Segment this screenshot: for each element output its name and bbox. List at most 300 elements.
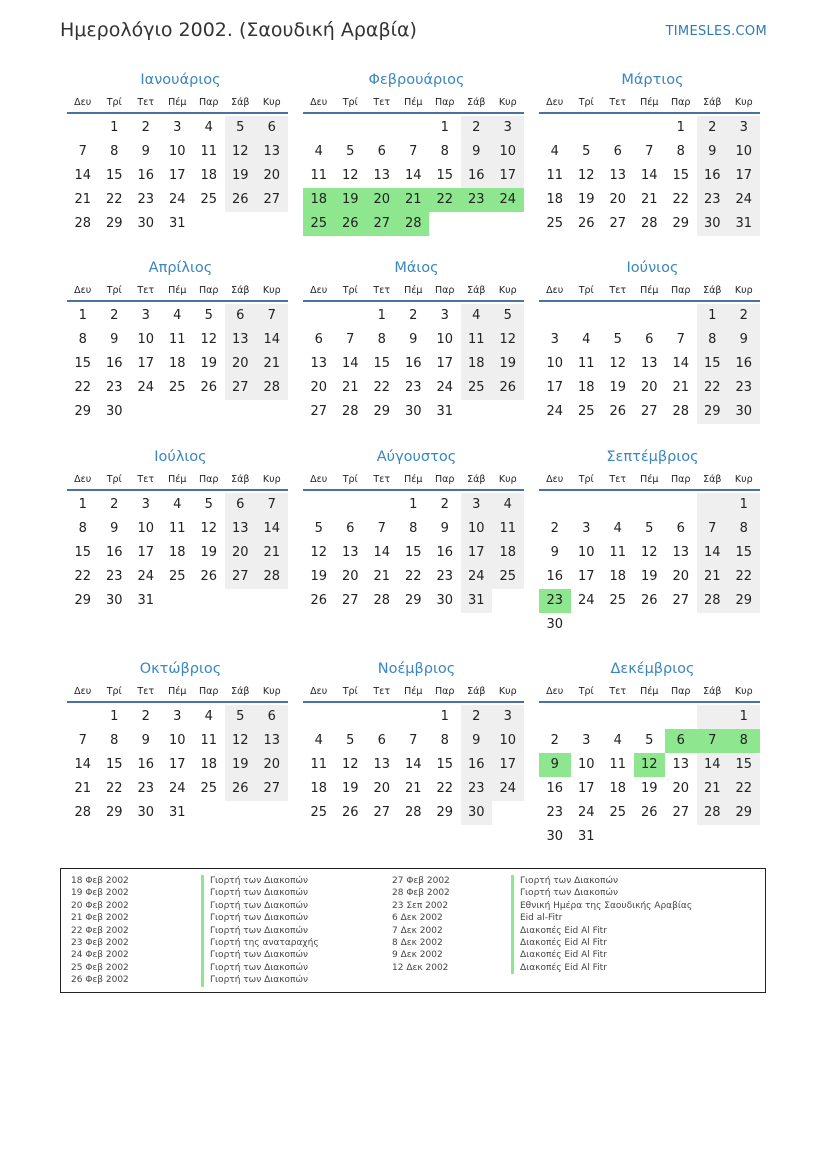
day-cell[interactable]: 24 — [461, 565, 493, 589]
day-cell[interactable]: 14 — [697, 753, 729, 777]
day-cell[interactable]: 27 — [341, 593, 359, 608]
day-cell[interactable]: 29 — [404, 593, 422, 608]
day-cell[interactable]: 5 — [645, 733, 654, 748]
day-cell[interactable]: 21 — [640, 192, 658, 207]
day-cell[interactable]: 1 — [110, 120, 119, 135]
day-cell[interactable]: 23 — [105, 569, 123, 584]
day-cell[interactable]: 27 — [256, 777, 288, 801]
day-cell[interactable]: 8 — [409, 521, 418, 536]
day-cell[interactable]: 29 — [74, 593, 92, 608]
day-cell[interactable]: 19 — [200, 545, 218, 560]
day-cell[interactable]: 11 — [200, 733, 218, 748]
day-cell[interactable]: 10 — [137, 332, 155, 347]
day-cell[interactable]: 20 — [341, 569, 359, 584]
day-cell[interactable]: 12 — [341, 757, 359, 772]
day-cell[interactable]: 2 — [409, 308, 418, 323]
day-cell[interactable]: 2 — [461, 116, 493, 140]
day-cell[interactable]: 21 — [74, 192, 92, 207]
day-cell[interactable]: 22 — [105, 781, 123, 796]
day-cell[interactable]: 16 — [404, 356, 422, 371]
day-cell[interactable]: 4 — [173, 497, 182, 512]
day-cell[interactable]: 18 — [168, 356, 186, 371]
day-cell[interactable]: 4 — [204, 120, 213, 135]
day-cell[interactable]: 30 — [697, 212, 729, 236]
day-cell[interactable]: 11 — [492, 517, 524, 541]
day-cell[interactable]: 10 — [461, 517, 493, 541]
day-cell[interactable]: 5 — [314, 521, 323, 536]
day-cell[interactable]: 16 — [105, 356, 123, 371]
day-cell[interactable]: 7 — [256, 304, 288, 328]
day-cell[interactable]: 4 — [613, 733, 622, 748]
day-cell[interactable]: 8 — [78, 521, 87, 536]
day-cell[interactable]: 22 — [404, 569, 422, 584]
day-cell[interactable]: 3 — [173, 709, 182, 724]
day-cell[interactable]: 7 — [697, 729, 729, 753]
day-cell[interactable]: 14 — [341, 356, 359, 371]
day-cell[interactable]: 19 — [609, 380, 627, 395]
day-cell[interactable]: 1 — [697, 304, 729, 328]
day-cell[interactable]: 12 — [341, 168, 359, 183]
day-cell[interactable]: 16 — [105, 545, 123, 560]
day-cell[interactable]: 10 — [577, 757, 595, 772]
day-cell[interactable]: 20 — [640, 380, 658, 395]
day-cell[interactable]: 11 — [168, 521, 186, 536]
day-cell[interactable]: 20 — [609, 192, 627, 207]
day-cell[interactable]: 26 — [492, 376, 524, 400]
day-cell[interactable]: 30 — [546, 829, 564, 844]
day-cell[interactable]: 7 — [676, 332, 685, 347]
day-cell[interactable]: 8 — [676, 144, 685, 159]
day-cell[interactable]: 9 — [461, 729, 493, 753]
day-cell[interactable]: 6 — [377, 144, 386, 159]
day-cell[interactable]: 8 — [377, 332, 386, 347]
day-cell[interactable]: 9 — [728, 328, 760, 352]
day-cell[interactable]: 29 — [105, 216, 123, 231]
day-cell[interactable]: 8 — [728, 729, 760, 753]
day-cell[interactable]: 25 — [577, 404, 595, 419]
day-cell[interactable]: 15 — [105, 757, 123, 772]
day-cell[interactable]: 2 — [550, 733, 559, 748]
day-cell[interactable]: 17 — [168, 757, 186, 772]
day-cell[interactable]: 23 — [436, 569, 454, 584]
day-cell[interactable]: 6 — [346, 521, 355, 536]
day-cell[interactable]: 22 — [74, 569, 92, 584]
day-cell[interactable]: 16 — [461, 753, 493, 777]
day-cell[interactable]: 4 — [204, 709, 213, 724]
day-cell[interactable]: 6 — [225, 304, 257, 328]
day-cell[interactable]: 14 — [74, 757, 92, 772]
day-cell[interactable]: 18 — [303, 188, 335, 212]
day-cell[interactable]: 20 — [256, 753, 288, 777]
day-cell[interactable]: 17 — [168, 168, 186, 183]
day-cell[interactable]: 17 — [137, 545, 155, 560]
day-cell[interactable]: 14 — [256, 517, 288, 541]
day-cell[interactable]: 6 — [613, 144, 622, 159]
day-cell[interactable]: 29 — [373, 404, 391, 419]
day-cell[interactable]: 27 — [672, 805, 690, 820]
day-cell[interactable]: 22 — [728, 565, 760, 589]
day-cell[interactable]: 3 — [582, 521, 591, 536]
day-cell[interactable]: 21 — [341, 380, 359, 395]
day-cell[interactable]: 5 — [346, 733, 355, 748]
day-cell[interactable]: 4 — [314, 733, 323, 748]
day-cell[interactable]: 11 — [546, 168, 564, 183]
day-cell[interactable]: 10 — [168, 144, 186, 159]
day-cell[interactable]: 23 — [546, 805, 564, 820]
day-cell[interactable]: 20 — [225, 352, 257, 376]
day-cell[interactable]: 23 — [404, 380, 422, 395]
day-cell[interactable]: 20 — [366, 188, 398, 212]
day-cell[interactable]: 21 — [256, 541, 288, 565]
day-cell[interactable]: 11 — [609, 757, 627, 772]
day-cell[interactable]: 10 — [492, 140, 524, 164]
day-cell[interactable]: 22 — [672, 192, 690, 207]
day-cell[interactable]: 14 — [373, 545, 391, 560]
day-cell[interactable]: 3 — [461, 493, 493, 517]
day-cell[interactable]: 2 — [110, 497, 119, 512]
day-cell[interactable]: 26 — [640, 805, 658, 820]
day-cell[interactable]: 25 — [200, 192, 218, 207]
day-cell[interactable]: 15 — [672, 168, 690, 183]
day-cell[interactable]: 24 — [546, 404, 564, 419]
day-cell[interactable]: 12 — [310, 545, 328, 560]
day-cell[interactable]: 13 — [640, 356, 658, 371]
day-cell[interactable]: 5 — [346, 144, 355, 159]
day-cell[interactable]: 29 — [105, 805, 123, 820]
day-cell[interactable]: 17 — [577, 781, 595, 796]
day-cell[interactable]: 13 — [672, 545, 690, 560]
day-cell[interactable]: 16 — [137, 168, 155, 183]
day-cell[interactable]: 28 — [672, 404, 690, 419]
day-cell[interactable]: 10 — [728, 140, 760, 164]
day-cell[interactable]: 28 — [256, 376, 288, 400]
day-cell[interactable]: 19 — [640, 781, 658, 796]
day-cell[interactable]: 3 — [550, 332, 559, 347]
day-cell[interactable]: 25 — [303, 212, 335, 236]
day-cell[interactable]: 21 — [697, 565, 729, 589]
day-cell[interactable]: 27 — [366, 212, 398, 236]
day-cell[interactable]: 22 — [436, 781, 454, 796]
day-cell[interactable]: 2 — [141, 120, 150, 135]
day-cell[interactable]: 1 — [78, 497, 87, 512]
day-cell[interactable]: 9 — [409, 332, 418, 347]
day-cell[interactable]: 29 — [728, 801, 760, 825]
day-cell[interactable]: 16 — [546, 569, 564, 584]
day-cell[interactable]: 29 — [728, 589, 760, 613]
day-cell[interactable]: 6 — [225, 493, 257, 517]
day-cell[interactable]: 17 — [492, 164, 524, 188]
day-cell[interactable]: 30 — [105, 593, 123, 608]
day-cell[interactable]: 3 — [440, 308, 449, 323]
day-cell[interactable]: 9 — [550, 545, 559, 560]
day-cell[interactable]: 4 — [492, 493, 524, 517]
day-cell[interactable]: 8 — [728, 517, 760, 541]
day-cell[interactable]: 18 — [609, 781, 627, 796]
day-cell[interactable]: 3 — [173, 120, 182, 135]
day-cell[interactable]: 28 — [398, 212, 430, 236]
day-cell[interactable]: 15 — [436, 168, 454, 183]
day-cell[interactable]: 5 — [204, 497, 213, 512]
day-cell[interactable]: 18 — [168, 545, 186, 560]
day-cell[interactable]: 16 — [728, 352, 760, 376]
day-cell[interactable]: 31 — [168, 216, 186, 231]
day-cell[interactable]: 9 — [539, 753, 571, 777]
day-cell[interactable]: 8 — [440, 144, 449, 159]
day-cell[interactable]: 28 — [697, 801, 729, 825]
day-cell[interactable]: 12 — [634, 753, 666, 777]
day-cell[interactable]: 15 — [728, 753, 760, 777]
day-cell[interactable]: 1 — [728, 493, 760, 517]
day-cell[interactable]: 14 — [640, 168, 658, 183]
day-cell[interactable]: 17 — [137, 356, 155, 371]
day-cell[interactable]: 27 — [609, 216, 627, 231]
day-cell[interactable]: 23 — [105, 380, 123, 395]
day-cell[interactable]: 15 — [436, 757, 454, 772]
day-cell[interactable]: 29 — [672, 216, 690, 231]
day-cell[interactable]: 30 — [137, 216, 155, 231]
day-cell[interactable]: 27 — [373, 805, 391, 820]
day-cell[interactable]: 4 — [613, 521, 622, 536]
day-cell[interactable]: 17 — [492, 753, 524, 777]
day-cell[interactable]: 25 — [609, 593, 627, 608]
day-cell[interactable]: 24 — [436, 380, 454, 395]
day-cell[interactable]: 28 — [74, 805, 92, 820]
day-cell[interactable]: 24 — [137, 380, 155, 395]
day-cell[interactable]: 23 — [697, 188, 729, 212]
day-cell[interactable]: 6 — [665, 729, 697, 753]
day-cell[interactable]: 16 — [546, 781, 564, 796]
day-cell[interactable]: 5 — [492, 304, 524, 328]
day-cell[interactable]: 16 — [461, 164, 493, 188]
day-cell[interactable]: 4 — [314, 144, 323, 159]
day-cell[interactable]: 16 — [137, 757, 155, 772]
day-cell[interactable]: 9 — [697, 140, 729, 164]
day-cell[interactable]: 27 — [640, 404, 658, 419]
day-cell[interactable]: 24 — [168, 192, 186, 207]
day-cell[interactable]: 11 — [310, 168, 328, 183]
day-cell[interactable]: 28 — [404, 805, 422, 820]
day-cell[interactable]: 13 — [310, 356, 328, 371]
day-cell[interactable]: 20 — [672, 569, 690, 584]
day-cell[interactable]: 25 — [168, 569, 186, 584]
day-cell[interactable]: 7 — [409, 733, 418, 748]
day-cell[interactable]: 11 — [577, 356, 595, 371]
day-cell[interactable]: 8 — [440, 733, 449, 748]
day-cell[interactable]: 20 — [225, 541, 257, 565]
day-cell[interactable]: 3 — [492, 116, 524, 140]
day-cell[interactable]: 24 — [492, 777, 524, 801]
day-cell[interactable]: 26 — [335, 212, 367, 236]
day-cell[interactable]: 7 — [377, 521, 386, 536]
day-cell[interactable]: 26 — [225, 188, 257, 212]
day-cell[interactable]: 13 — [341, 545, 359, 560]
day-cell[interactable]: 13 — [373, 757, 391, 772]
day-cell[interactable]: 16 — [436, 545, 454, 560]
day-cell[interactable]: 6 — [256, 705, 288, 729]
day-cell[interactable]: 19 — [577, 192, 595, 207]
day-cell[interactable]: 21 — [404, 781, 422, 796]
day-cell[interactable]: 21 — [398, 188, 430, 212]
day-cell[interactable]: 3 — [141, 308, 150, 323]
day-cell[interactable]: 3 — [728, 116, 760, 140]
day-cell[interactable]: 15 — [105, 168, 123, 183]
day-cell[interactable]: 19 — [310, 569, 328, 584]
day-cell[interactable]: 26 — [341, 805, 359, 820]
day-cell[interactable]: 22 — [373, 380, 391, 395]
day-cell[interactable]: 17 — [577, 569, 595, 584]
day-cell[interactable]: 23 — [461, 777, 493, 801]
day-cell[interactable]: 1 — [409, 497, 418, 512]
day-cell[interactable]: 23 — [461, 188, 493, 212]
day-cell[interactable]: 11 — [609, 545, 627, 560]
day-cell[interactable]: 13 — [672, 757, 690, 772]
day-cell[interactable]: 2 — [697, 116, 729, 140]
day-cell[interactable]: 6 — [676, 521, 685, 536]
day-cell[interactable]: 30 — [105, 404, 123, 419]
day-cell[interactable]: 31 — [436, 404, 454, 419]
day-cell[interactable]: 25 — [609, 805, 627, 820]
day-cell[interactable]: 25 — [546, 216, 564, 231]
day-cell[interactable]: 7 — [409, 144, 418, 159]
day-cell[interactable]: 8 — [697, 328, 729, 352]
day-cell[interactable]: 14 — [256, 328, 288, 352]
day-cell[interactable]: 3 — [492, 705, 524, 729]
day-cell[interactable]: 15 — [74, 356, 92, 371]
day-cell[interactable]: 30 — [404, 404, 422, 419]
day-cell[interactable]: 7 — [645, 144, 654, 159]
day-cell[interactable]: 2 — [141, 709, 150, 724]
day-cell[interactable]: 20 — [256, 164, 288, 188]
day-cell[interactable]: 5 — [225, 116, 257, 140]
day-cell[interactable]: 30 — [461, 801, 493, 825]
day-cell[interactable]: 1 — [728, 705, 760, 729]
day-cell[interactable]: 27 — [225, 376, 257, 400]
day-cell[interactable]: 18 — [492, 541, 524, 565]
day-cell[interactable]: 17 — [436, 356, 454, 371]
day-cell[interactable]: 26 — [310, 593, 328, 608]
day-cell[interactable]: 1 — [78, 308, 87, 323]
day-cell[interactable]: 24 — [492, 188, 524, 212]
day-cell[interactable]: 13 — [256, 729, 288, 753]
day-cell[interactable]: 25 — [168, 380, 186, 395]
day-cell[interactable]: 5 — [204, 308, 213, 323]
day-cell[interactable]: 11 — [310, 757, 328, 772]
day-cell[interactable]: 1 — [676, 120, 685, 135]
day-cell[interactable]: 9 — [141, 733, 150, 748]
day-cell[interactable]: 12 — [200, 332, 218, 347]
day-cell[interactable]: 25 — [200, 781, 218, 796]
day-cell[interactable]: 28 — [697, 589, 729, 613]
day-cell[interactable]: 23 — [728, 376, 760, 400]
day-cell[interactable]: 4 — [582, 332, 591, 347]
day-cell[interactable]: 9 — [110, 332, 119, 347]
day-cell[interactable]: 10 — [137, 521, 155, 536]
day-cell[interactable]: 6 — [314, 332, 323, 347]
day-cell[interactable]: 19 — [341, 781, 359, 796]
day-cell[interactable]: 3 — [141, 497, 150, 512]
day-cell[interactable]: 2 — [550, 521, 559, 536]
day-cell[interactable]: 18 — [577, 380, 595, 395]
day-cell[interactable]: 13 — [373, 168, 391, 183]
day-cell[interactable]: 20 — [373, 781, 391, 796]
day-cell[interactable]: 31 — [577, 829, 595, 844]
day-cell[interactable]: 19 — [200, 356, 218, 371]
day-cell[interactable]: 14 — [404, 757, 422, 772]
day-cell[interactable]: 7 — [78, 144, 87, 159]
day-cell[interactable]: 26 — [640, 593, 658, 608]
day-cell[interactable]: 4 — [173, 308, 182, 323]
day-cell[interactable]: 13 — [225, 517, 257, 541]
day-cell[interactable]: 15 — [373, 356, 391, 371]
day-cell[interactable]: 19 — [492, 352, 524, 376]
day-cell[interactable]: 4 — [461, 304, 493, 328]
day-cell[interactable]: 1 — [440, 120, 449, 135]
day-cell[interactable]: 24 — [137, 569, 155, 584]
brand-logo-text[interactable]: TIMESLES.COM — [665, 24, 767, 39]
day-cell[interactable]: 10 — [577, 545, 595, 560]
day-cell[interactable]: 29 — [74, 404, 92, 419]
day-cell[interactable]: 31 — [728, 212, 760, 236]
day-cell[interactable]: 30 — [137, 805, 155, 820]
day-cell[interactable]: 8 — [110, 733, 119, 748]
day-cell[interactable]: 12 — [225, 729, 257, 753]
day-cell[interactable]: 7 — [346, 332, 355, 347]
day-cell[interactable]: 12 — [577, 168, 595, 183]
day-cell[interactable]: 21 — [256, 352, 288, 376]
day-cell[interactable]: 31 — [461, 589, 493, 613]
day-cell[interactable]: 13 — [256, 140, 288, 164]
day-cell[interactable]: 24 — [577, 805, 595, 820]
day-cell[interactable]: 14 — [404, 168, 422, 183]
day-cell[interactable]: 28 — [373, 593, 391, 608]
day-cell[interactable]: 9 — [440, 521, 449, 536]
day-cell[interactable]: 28 — [341, 404, 359, 419]
day-cell[interactable]: 5 — [582, 144, 591, 159]
day-cell[interactable]: 21 — [74, 781, 92, 796]
day-cell[interactable]: 1 — [440, 709, 449, 724]
day-cell[interactable]: 23 — [539, 589, 571, 613]
day-cell[interactable]: 1 — [110, 709, 119, 724]
day-cell[interactable]: 11 — [168, 332, 186, 347]
day-cell[interactable]: 17 — [461, 541, 493, 565]
day-cell[interactable]: 28 — [74, 216, 92, 231]
day-cell[interactable]: 11 — [461, 328, 493, 352]
day-cell[interactable]: 26 — [577, 216, 595, 231]
day-cell[interactable]: 25 — [310, 805, 328, 820]
day-cell[interactable]: 12 — [492, 328, 524, 352]
day-cell[interactable]: 19 — [225, 753, 257, 777]
day-cell[interactable]: 9 — [461, 140, 493, 164]
day-cell[interactable]: 18 — [461, 352, 493, 376]
day-cell[interactable]: 14 — [672, 356, 690, 371]
day-cell[interactable]: 2 — [440, 497, 449, 512]
day-cell[interactable]: 22 — [429, 188, 461, 212]
day-cell[interactable]: 27 — [256, 188, 288, 212]
day-cell[interactable]: 18 — [310, 781, 328, 796]
day-cell[interactable]: 22 — [728, 777, 760, 801]
day-cell[interactable]: 10 — [492, 729, 524, 753]
day-cell[interactable]: 15 — [74, 545, 92, 560]
day-cell[interactable]: 15 — [728, 541, 760, 565]
day-cell[interactable]: 25 — [461, 376, 493, 400]
day-cell[interactable]: 22 — [74, 380, 92, 395]
day-cell[interactable]: 5 — [613, 332, 622, 347]
day-cell[interactable]: 29 — [697, 400, 729, 424]
day-cell[interactable]: 8 — [110, 144, 119, 159]
day-cell[interactable]: 11 — [200, 144, 218, 159]
day-cell[interactable]: 5 — [645, 521, 654, 536]
day-cell[interactable]: 31 — [137, 593, 155, 608]
